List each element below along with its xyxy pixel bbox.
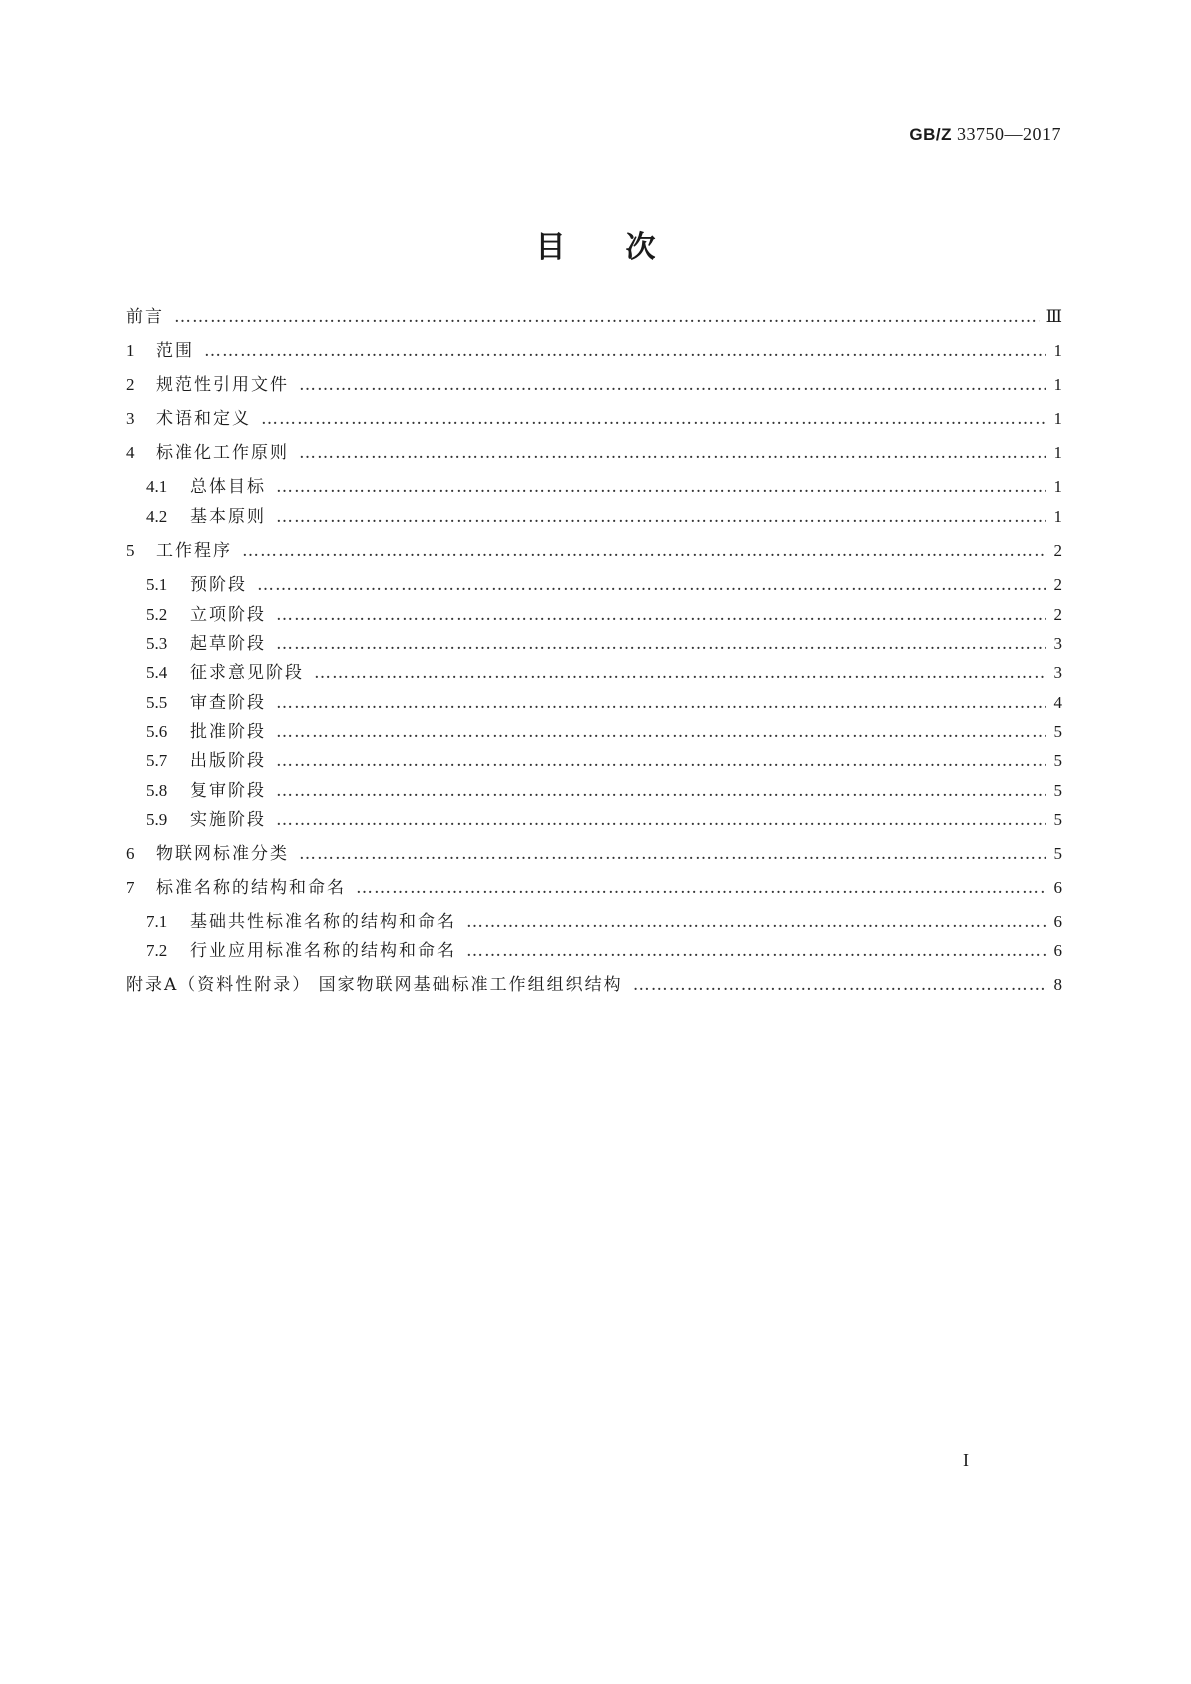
toc-entry-number: 5.9	[146, 810, 168, 829]
toc-entry-label: 标准化工作原则	[156, 443, 289, 463]
toc-entry-page: 1	[1053, 477, 1062, 496]
toc-entry[interactable]	[126, 340, 1062, 362]
toc-entry-page: 5	[1053, 781, 1062, 800]
toc-leader-dots	[276, 476, 1046, 498]
toc-leader-dots	[276, 809, 1046, 831]
toc-leader-dots	[276, 633, 1046, 655]
standard-code-prefix: GB/Z	[909, 125, 952, 144]
toc-leader-dots	[299, 442, 1046, 464]
toc-entry-number: 5.4	[146, 663, 168, 682]
toc-leader-dots	[633, 974, 1046, 996]
toc-entry-number: 5.8	[146, 781, 168, 800]
toc-entry[interactable]	[146, 721, 1062, 743]
toc-entry[interactable]	[146, 506, 1062, 528]
toc-entry-number: 6	[126, 844, 135, 863]
toc-entry-number: 1	[126, 341, 135, 360]
toc-entry-label: 立项阶段	[190, 605, 266, 625]
toc-entry-label: 复审阶段	[190, 781, 266, 801]
toc-entry[interactable]	[146, 574, 1062, 596]
toc-entry-number: 5	[126, 541, 135, 560]
toc-entry-page: 6	[1053, 878, 1062, 897]
toc-entry[interactable]	[126, 540, 1062, 562]
toc-entry[interactable]	[146, 940, 1062, 962]
toc-entry-number: 4	[126, 443, 135, 462]
toc-leader-dots	[276, 721, 1046, 743]
toc-entry-label: 范围	[156, 341, 194, 361]
toc-entry-page: 5	[1053, 810, 1062, 829]
toc-entry-number: 4.2	[146, 507, 168, 526]
toc-entry-label: 规范性引用文件	[156, 375, 289, 395]
toc-entry[interactable]	[126, 306, 1062, 328]
toc-entry-number: 7.2	[146, 941, 168, 960]
toc-entry-page: 1	[1053, 375, 1062, 394]
toc-entry-label: 审查阶段	[190, 693, 266, 713]
toc-entry-label: 物联网标准分类	[156, 844, 289, 864]
toc-entry-page: 8	[1053, 975, 1062, 994]
toc-entry-label: 行业应用标准名称的结构和命名	[190, 941, 456, 961]
toc-leader-dots	[356, 877, 1046, 899]
toc-entry-number: 5.1	[146, 575, 168, 594]
toc-entry-page: 3	[1053, 634, 1062, 653]
toc-entry-label: 出版阶段	[190, 751, 266, 771]
toc-entry-page: 1	[1053, 409, 1062, 428]
toc-entry-number: 3	[126, 409, 135, 428]
toc-entry-page: 6	[1053, 912, 1062, 931]
toc-entry[interactable]	[146, 911, 1062, 933]
toc-leader-dots	[276, 506, 1046, 528]
standard-code-number: 33750—2017	[952, 124, 1061, 144]
toc-entry-page: 5	[1053, 844, 1062, 863]
page-title: 目次	[535, 230, 716, 265]
toc-entry-page: 5	[1053, 722, 1062, 741]
toc-leader-dots	[174, 306, 1040, 328]
footer-page-number: I	[963, 1450, 969, 1470]
toc-entry-page: 2	[1053, 541, 1062, 560]
toc-entry[interactable]	[126, 442, 1062, 464]
toc-entry-label: 起草阶段	[190, 634, 266, 654]
toc-entry-number: 5.6	[146, 722, 168, 741]
toc-leader-dots	[299, 374, 1046, 396]
toc-entry[interactable]	[146, 662, 1062, 684]
toc-entry[interactable]	[146, 750, 1062, 772]
toc-entry-label: 术语和定义	[156, 409, 251, 429]
toc-entry-page: 2	[1053, 575, 1062, 594]
toc-leader-dots	[314, 662, 1046, 684]
toc-entry-label: 实施阶段	[190, 810, 266, 830]
toc-entry-number: 5.3	[146, 634, 168, 653]
toc-leader-dots	[276, 780, 1046, 802]
toc-entry[interactable]	[126, 374, 1062, 396]
toc-entry[interactable]	[146, 692, 1062, 714]
toc-leader-dots	[276, 692, 1046, 714]
toc-entry-number: 5.5	[146, 693, 168, 712]
toc-leader-dots	[276, 604, 1046, 626]
toc-leader-dots	[466, 940, 1046, 962]
toc-entry-number: 2	[126, 375, 135, 394]
toc-leader-dots	[276, 750, 1046, 772]
toc-entry-number: 7	[126, 878, 135, 897]
toc-entry-label: 附录A（资料性附录） 国家物联网基础标准工作组组织结构	[126, 975, 623, 995]
toc-leader-dots	[299, 843, 1046, 865]
toc-entry-number: 5.7	[146, 751, 168, 770]
toc-entry-page: 6	[1053, 941, 1062, 960]
toc-entry[interactable]	[146, 476, 1062, 498]
toc-entry[interactable]	[146, 604, 1062, 626]
toc-entry[interactable]	[146, 780, 1062, 802]
toc-entry[interactable]	[126, 408, 1062, 430]
toc-leader-dots	[261, 408, 1046, 430]
toc-entry-label: 前言	[126, 307, 164, 327]
toc-entry-number: 7.1	[146, 912, 168, 931]
toc-entry-page: 5	[1053, 751, 1062, 770]
toc-entry-page: 1	[1053, 507, 1062, 526]
toc-entry-label: 总体目标	[190, 477, 266, 497]
toc-entry-label: 批准阶段	[190, 722, 266, 742]
toc-entry[interactable]	[126, 843, 1062, 865]
toc-entry-label: 工作程序	[156, 541, 232, 561]
toc-entry-page: 4	[1053, 693, 1062, 712]
toc-leader-dots	[204, 340, 1046, 362]
toc-entry-page: 1	[1053, 443, 1062, 462]
toc-entry-label: 标准名称的结构和命名	[156, 878, 346, 898]
toc-entry-label: 征求意见阶段	[190, 663, 304, 683]
toc-entry-label: 基础共性标准名称的结构和命名	[190, 912, 456, 932]
toc-leader-dots	[466, 911, 1046, 933]
toc-entry[interactable]	[126, 877, 1062, 899]
toc-entry-label: 预阶段	[190, 575, 247, 595]
toc-entry-label: 基本原则	[190, 507, 266, 527]
toc-entry-page: 1	[1053, 341, 1062, 360]
toc-entry-page: 3	[1053, 663, 1062, 682]
toc-leader-dots	[257, 574, 1046, 596]
toc-entry-page: 2	[1053, 605, 1062, 624]
toc-entry-number: 4.1	[146, 477, 168, 496]
toc-entry[interactable]	[146, 809, 1062, 831]
toc-entry[interactable]	[146, 633, 1062, 655]
toc-leader-dots	[242, 540, 1046, 562]
toc-entry[interactable]	[126, 974, 1062, 996]
toc-entry-number: 5.2	[146, 605, 168, 624]
toc-entry-page: Ⅲ	[1045, 307, 1062, 326]
